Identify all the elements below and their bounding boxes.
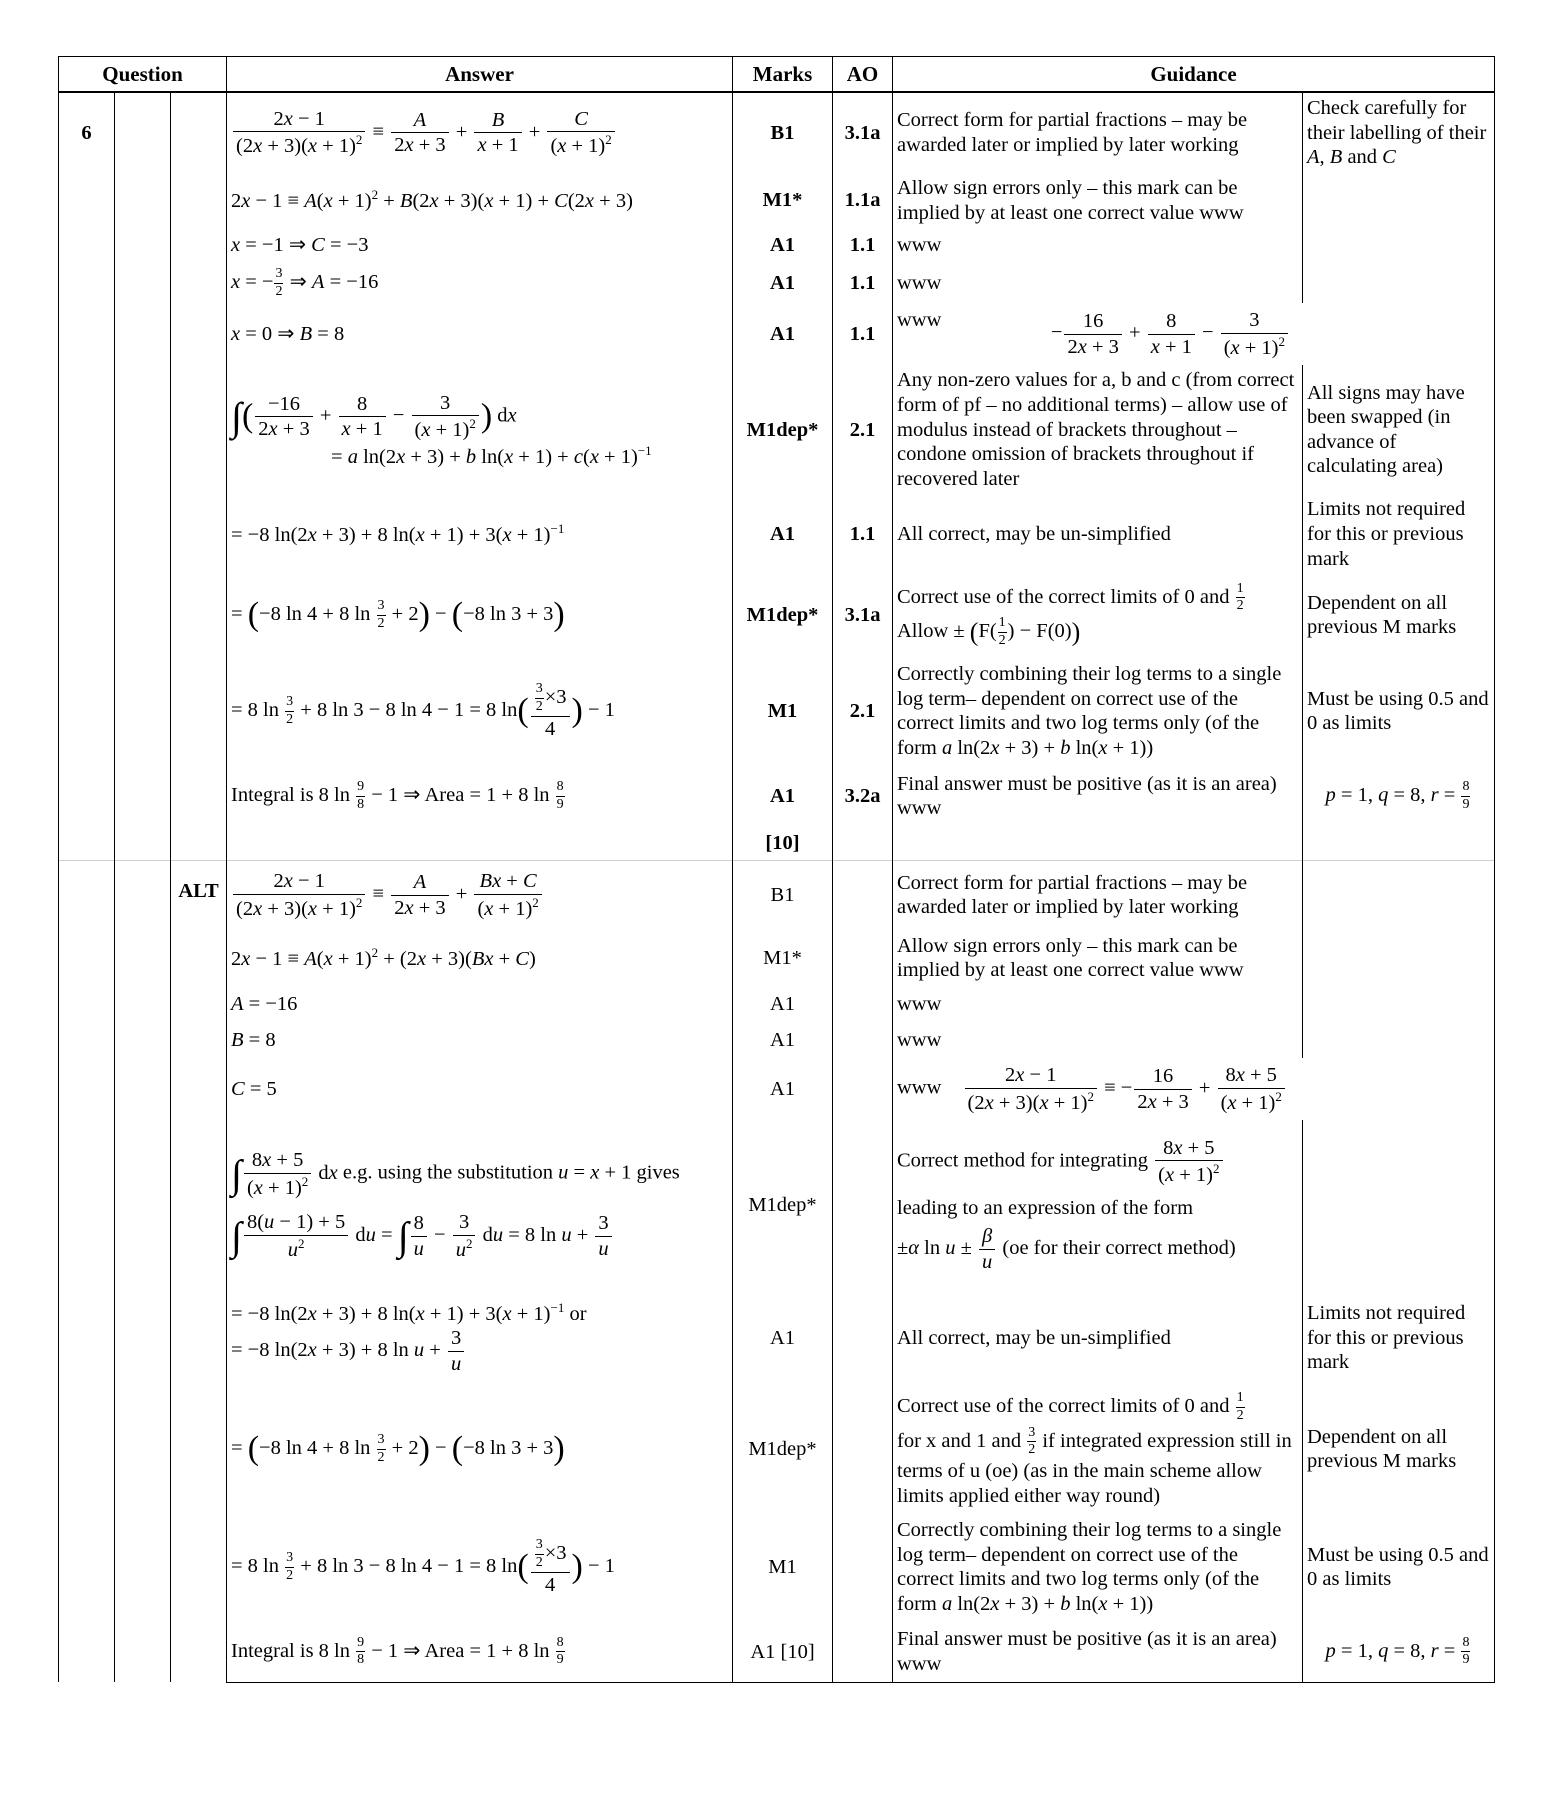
mark-cell: A1 bbox=[733, 986, 833, 1022]
guidance-extra: All signs may have been swapped (in advance of calculating area) bbox=[1303, 365, 1495, 494]
mark-cell: A1 [10] bbox=[733, 1622, 833, 1682]
table-row bbox=[59, 303, 1495, 365]
mark-cell: A1 bbox=[733, 494, 833, 574]
ao-cell: 1.1a bbox=[833, 173, 893, 229]
ao-cell: 3.1a bbox=[833, 92, 893, 173]
guidance-cell: Final answer must be positive (as it is an area) www bbox=[893, 1622, 1303, 1682]
answer-cell: = (−8 ln 4 + 8 ln $\frac{3}{2}$ + 2) − (−8 ln 3 + 3) bbox=[227, 1386, 733, 1512]
ao-cell: 1.1 bbox=[833, 494, 893, 574]
table-row bbox=[59, 930, 1495, 986]
mark-cell: A1 bbox=[733, 766, 833, 826]
guidance-cell: Allow sign errors only – this mark can be implied by at least one correct value www bbox=[893, 930, 1303, 986]
guidance-cell: All correct, may be un-simplified bbox=[893, 494, 1303, 574]
guidance-extra: Limits not required for this or previous mark bbox=[1303, 494, 1495, 574]
guidance-extra: Check carefully for their labelling of their A, B and C bbox=[1303, 92, 1495, 173]
header-row bbox=[59, 57, 1495, 93]
total-mark: [10] bbox=[733, 826, 833, 860]
guidance-cell: www bbox=[893, 986, 1303, 1022]
mark-cell: M1dep* bbox=[733, 574, 833, 656]
answer-cell: x = −1 ⇒ C = −3 bbox=[227, 229, 733, 263]
table-row bbox=[59, 656, 1495, 766]
guidance-cell: www bbox=[893, 1022, 1303, 1058]
answer-cell: = 8 ln $\frac{3}{2}$ + 8 ln 3 − 8 ln 4 − 1 = 8 ln( $\frac{3}{2}$ ×3 4 ) − 1 bbox=[227, 1512, 733, 1622]
guidance-extra: Dependent on all previous M marks bbox=[1303, 574, 1495, 656]
guidance-extra: Limits not required for this or previous mark bbox=[1303, 1290, 1495, 1386]
answer-cell: $2x - 1 \equiv A(x + 1)^2 + B(2x + 3)(x + 1) + C(2x + 3)$ bbox=[227, 173, 733, 229]
table-row bbox=[59, 986, 1495, 1022]
guidance-cell: Final answer must be positive (as it is an area) www bbox=[893, 766, 1303, 826]
guidance-cell: Correct form for partial fractions – may be awarded later or implied by later working bbox=[893, 860, 1303, 930]
guidance-cell: Correct use of the correct limits of 0 and $\frac{1}{2}$ Allow ± (F( $\frac{1}{2}$ ) − F(0)) bbox=[893, 574, 1303, 656]
guidance-cell: All correct, may be un-simplified bbox=[893, 1290, 1303, 1386]
table-row bbox=[59, 263, 1495, 304]
guidance-cell: Correctly combining their log terms to a single log term– dependent on correct use of the correct limits and two log terms only (of the form a ln(2x + 3) + b ln(x + 1)) bbox=[893, 656, 1303, 766]
answer-cell: = (−8 ln 4 + 8 ln $\frac{3}{2}$ + 2) − (−8 ln 3 + 3) bbox=[227, 574, 733, 656]
answer-cell: B = 8 bbox=[227, 1022, 733, 1058]
alt-label: ALT bbox=[171, 860, 227, 1682]
answer-cell: C = 5 bbox=[227, 1058, 733, 1120]
guidance-cell: www bbox=[893, 229, 1303, 263]
table-row bbox=[59, 173, 1495, 229]
table-row bbox=[59, 1386, 1495, 1512]
mark-cell: B1 bbox=[733, 92, 833, 173]
mark-cell: M1dep* bbox=[733, 365, 833, 494]
answer-cell: = −8 ln(2x + 3) + 8 $\ln(x + 1) + 3(x + 1)^{-1}$ bbox=[227, 494, 733, 574]
guidance-extra: p = 1, q = 8, r = $\frac{8}{9}$ bbox=[1303, 1622, 1495, 1682]
table-row bbox=[59, 1290, 1495, 1386]
table-row bbox=[59, 1120, 1495, 1290]
ao-cell: 1.1 bbox=[833, 229, 893, 263]
ao-cell: 1.1 bbox=[833, 303, 893, 365]
guidance-cell: www − $\frac{16}{2x + 3}$ + $\frac{8}{x + 1}$ − $\frac{3}{(x + 1)^2}$ bbox=[893, 303, 1495, 365]
ao-cell: 3.1a bbox=[833, 574, 893, 656]
table-row bbox=[59, 766, 1495, 826]
guidance-extra: Must be using 0.5 and 0 as limits bbox=[1303, 656, 1495, 766]
ao-cell: 2.1 bbox=[833, 656, 893, 766]
guidance-extra: p = 1, q = 8, r = $\frac{8}{9}$ bbox=[1303, 766, 1495, 826]
mark-cell: M1* bbox=[733, 173, 833, 229]
table-row bbox=[59, 826, 1495, 860]
ao-cell: 3.2a bbox=[833, 766, 893, 826]
guidance-cell: Correctly combining their log terms to a single log term– dependent on correct use of the correct limits and two log terms only (of the form a ln(2x + 3) + b ln(x + 1)) bbox=[893, 1512, 1303, 1622]
guidance-cell: www $\frac{2x - 1}{(2x + 3)(x + 1)^2}$ ≡ − $\frac{16}{2x + 3}$ + $\frac{8x + 5}{(x + 1)^2}$ bbox=[893, 1058, 1495, 1120]
mark-cell: M1 bbox=[733, 656, 833, 766]
guidance-cell: Correct use of the correct limits of 0 and $\frac{1}{2}$ for x and 1 and $\frac{3}{2}$ if integrated expression still in terms of u (oe) (as in the main scheme allow limits applied either way round) bbox=[893, 1386, 1303, 1512]
header-ao: AO bbox=[833, 57, 893, 93]
table-row bbox=[59, 574, 1495, 656]
mark-cell: A1 bbox=[733, 1058, 833, 1120]
mark-cell: M1dep* bbox=[733, 1120, 833, 1290]
mark-scheme bbox=[58, 56, 1494, 1683]
table-row bbox=[59, 494, 1495, 574]
ao-cell: 1.1 bbox=[833, 263, 893, 304]
answer-cell: A = −16 bbox=[227, 986, 733, 1022]
guidance-cell: Any non-zero values for a, b and c (from correct form of pf – no additional terms) – allow use of modulus instead of brackets throughout – condone omission of brackets throughout if recovered later bbox=[893, 365, 1303, 494]
answer-cell: Integral is 8 ln $\frac{9}{8}$ − 1 ⇒ Area = 1 + 8 ln $\frac{8}{9}$ bbox=[227, 766, 733, 826]
guidance-cell: www bbox=[893, 263, 1303, 304]
guidance-cell: Allow sign errors only – this mark can be implied by at least one correct value www bbox=[893, 173, 1303, 229]
header-question: Question bbox=[59, 57, 227, 93]
answer-cell: x = − $\frac{3}{2}$ ⇒ A = −16 bbox=[227, 263, 733, 304]
table-row bbox=[59, 365, 1495, 494]
guidance-extra: Dependent on all previous M marks bbox=[1303, 1386, 1495, 1512]
table-row bbox=[59, 92, 1495, 173]
question-number: 6 bbox=[59, 92, 115, 860]
answer-cell: x = 0 ⇒ B = 8 bbox=[227, 303, 733, 365]
table-row bbox=[59, 1622, 1495, 1682]
mark-cell: A1 bbox=[733, 303, 833, 365]
header-guidance: Guidance bbox=[893, 57, 1495, 93]
answer-cell: $\frac{2x - 1}{(2x + 3)(x + 1)^2}$ ≡ $\frac{A}{2x + 3}$ + $\frac{Bx + C}{(x + 1)^2}$ bbox=[227, 860, 733, 930]
answer-cell: $\frac{2x - 1}{(2x + 3)(x + 1)^2}$ ≡ $\frac{A}{2x + 3}$ + $\frac{B}{x + 1}$ + $\frac{C}{(x + 1)^2}$ bbox=[227, 92, 733, 173]
mark-cell: B1 bbox=[733, 860, 833, 930]
mark-scheme-table bbox=[58, 56, 1495, 1683]
mark-cell: M1 bbox=[733, 1512, 833, 1622]
table-row bbox=[59, 860, 1495, 930]
table-row bbox=[59, 1058, 1495, 1120]
table-row bbox=[59, 229, 1495, 263]
mark-cell: A1 bbox=[733, 229, 833, 263]
mark-cell: M1* bbox=[733, 930, 833, 986]
guidance-cell: Correct method for integrating $\frac{8x + 5}{(x + 1)^2}$ leading to an expression of the form ±α ln u ± $\frac{\beta}{u}$ (oe for their correct method) bbox=[893, 1120, 1303, 1290]
answer-cell: = −8 ln(2x + 3) + 8 $\ln(x + 1) + 3(x + 1)^{-1}$ or = −8 ln(2x + 3) + 8 ln u + $\frac{3}{u}$ bbox=[227, 1290, 733, 1386]
answer-cell: $2x - 1 \equiv A(x + 1)^2 + (2x + 3)(Bx + C)$ bbox=[227, 930, 733, 986]
answer-cell: = 8 ln $\frac{3}{2}$ + 8 ln 3 − 8 ln 4 − 1 = 8 ln( $\frac{3}{2}$ ×3 4 ) − 1 bbox=[227, 656, 733, 766]
table-row bbox=[59, 1512, 1495, 1622]
header-marks: Marks bbox=[733, 57, 833, 93]
table-row bbox=[59, 1022, 1495, 1058]
guidance-cell: Correct form for partial fractions – may be awarded later or implied by later working bbox=[893, 92, 1303, 173]
mark-cell: M1dep* bbox=[733, 1386, 833, 1512]
mark-cell: A1 bbox=[733, 1290, 833, 1386]
guidance-extra: Must be using 0.5 and 0 as limits bbox=[1303, 1512, 1495, 1622]
mark-cell: A1 bbox=[733, 263, 833, 304]
mark-cell: A1 bbox=[733, 1022, 833, 1058]
answer-cell: ∫( $\frac{-16}{2x + 3}$ + $\frac{8}{x + 1}$ − $\frac{3}{(x + 1)^2}$ ) dx = a ln(2x + 3) + b $\ln(x + 1) + c(x + 1)^{-1}$ bbox=[227, 365, 733, 494]
ao-cell: 2.1 bbox=[833, 365, 893, 494]
answer-cell: ∫ $\frac{8x + 5}{(x + 1)^2}$ dx e.g. using the substitution u = x + 1 gives ∫ $\frac{8(u - 1) + 5}{u^2}$ du = ∫ $\frac{8}{u}$ − $\frac{3}{u^2}$ du = 8 ln u + $\frac{3}{u}$ bbox=[227, 1120, 733, 1290]
header-answer: Answer bbox=[227, 57, 733, 93]
answer-cell: Integral is 8 ln $\frac{9}{8}$ − 1 ⇒ Area = 1 + 8 ln $\frac{8}{9}$ bbox=[227, 1622, 733, 1682]
